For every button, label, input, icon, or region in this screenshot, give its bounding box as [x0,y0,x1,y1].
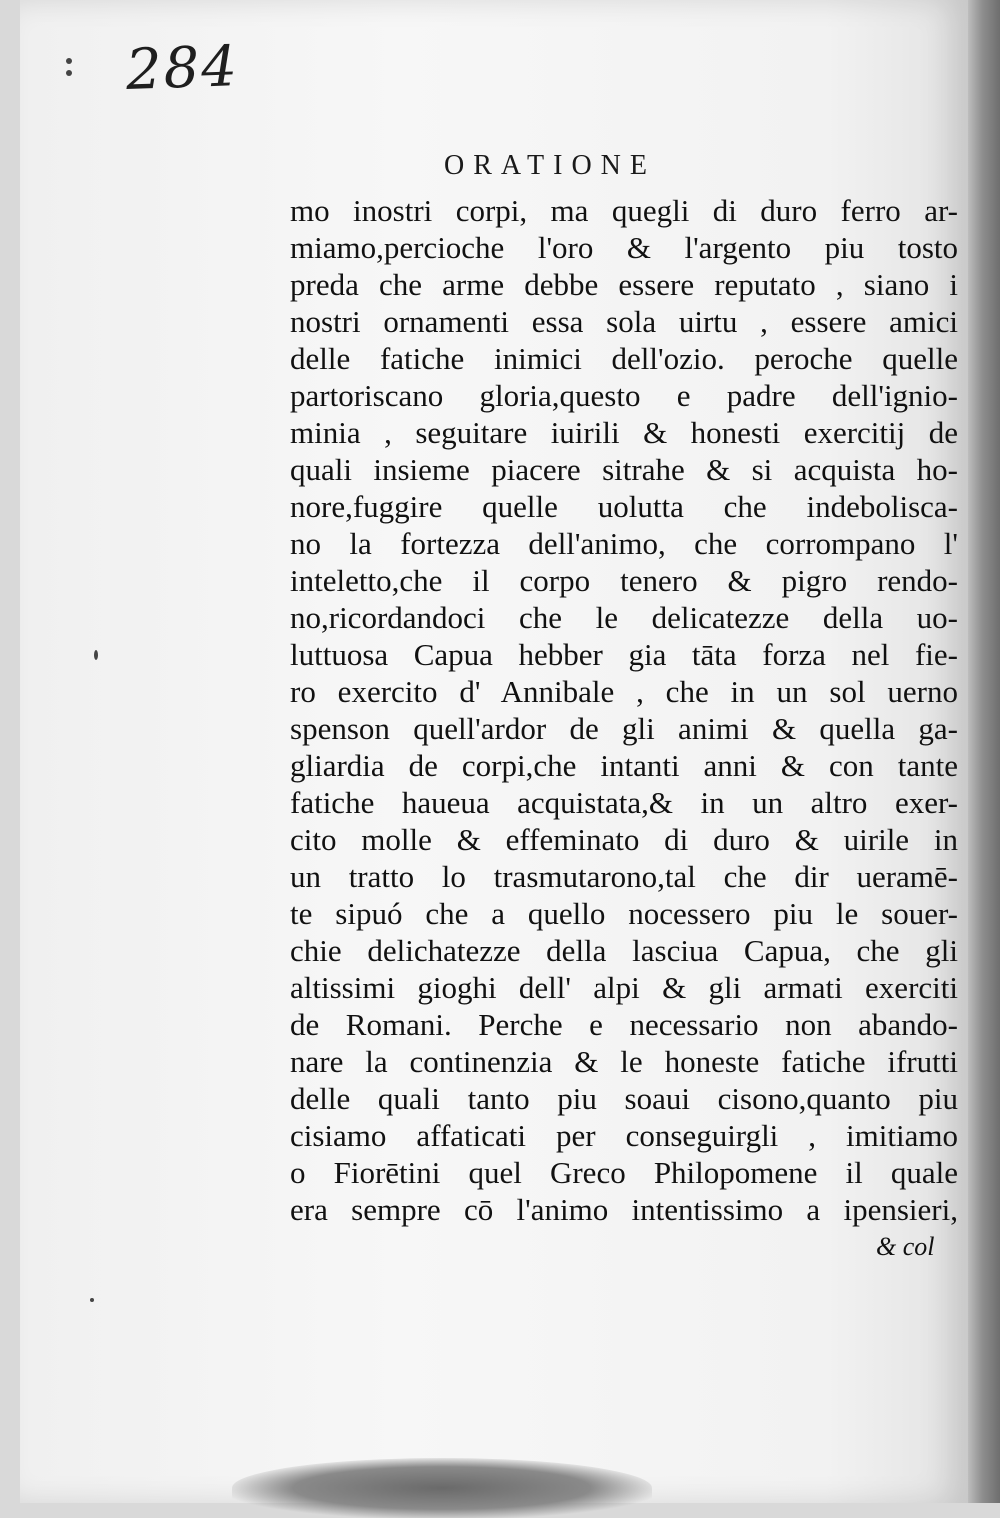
text-line: nare la continenzia & le honeste fatiche ifrutti [290,1044,958,1079]
text-line: inteletto,che il corpo tenero & pigro rendo- [290,563,958,598]
text-line: era sempre cō l'animo intentissimo a ipensieri, [290,1192,958,1227]
text-line: nore,fuggire quelle uolutta che indebolisca- [290,489,958,524]
ink-speck [66,58,72,64]
text-line: te sipuó che a quello nocessero piu le souer- [290,896,958,931]
text-line: miamo,percioche l'oro & l'argento piu tosto [290,230,958,265]
text-line: no la fortezza dell'animo, che corrompano l' [290,526,958,561]
text-line: cito molle & effeminato di duro & uirile in [290,822,958,857]
text-line: nostri ornamenti essa sola uirtu , essere amici [290,304,958,339]
text-line: delle quali tanto piu soaui cisono,quanto piu [290,1081,958,1116]
handwritten-folio-number: 284 [124,34,240,103]
text-line: o Fiorētini quel Greco Philopomene il quale [290,1155,958,1190]
text-line: chie delichatezze della lasciua Capua, che gli [290,933,958,968]
text-line: ro exercito d' Annibale , che in un sol uerno [290,674,958,709]
text-line: minia , seguitare iuirili & honesti exercitij de [290,415,958,450]
page-edge-shadow [968,0,1000,1503]
text-line: cisiamo affaticati per conseguirgli , imitiamo [290,1118,958,1153]
running-head: ORATIONE [444,150,656,181]
text-line: partoriscano gloria,questo e padre dell'ignio- [290,378,958,413]
thumb-shadow [232,1458,652,1518]
ink-speck [66,70,72,76]
text-line: luttuosa Capua hebber gia tāta forza nel fie- [290,637,958,672]
ink-speck [94,650,98,660]
text-line: de Romani. Perche e necessario non abando- [290,1007,958,1042]
text-line: un tratto lo trasmutarono,tal che dir ueramē- [290,859,958,894]
text-line: mo inostri corpi, ma quegli di duro ferro ar- [290,193,958,228]
body-text [290,192,958,1228]
text-line: spenson quell'ardor de gli animi & quella ga- [290,711,958,746]
text-line: altissimi gioghi dell' alpi & gli armati exerciti [290,970,958,1005]
text-line: fatiche haueua acquistata,& in un altro exer- [290,785,958,820]
catchword: & col [876,1232,935,1261]
text-line: preda che arme debbe essere reputato , siano i [290,267,958,302]
text-line: gliardia de corpi,che intanti anni & con tante [290,748,958,783]
book-page [20,0,968,1503]
text-line: delle fatiche inimici dell'ozio. peroche quelle [290,341,958,376]
text-line: no,ricordandoci che le delicatezze della uo- [290,600,958,635]
ink-speck [90,1298,94,1302]
text-line: quali insieme piacere sitrahe & si acquista ho- [290,452,958,487]
